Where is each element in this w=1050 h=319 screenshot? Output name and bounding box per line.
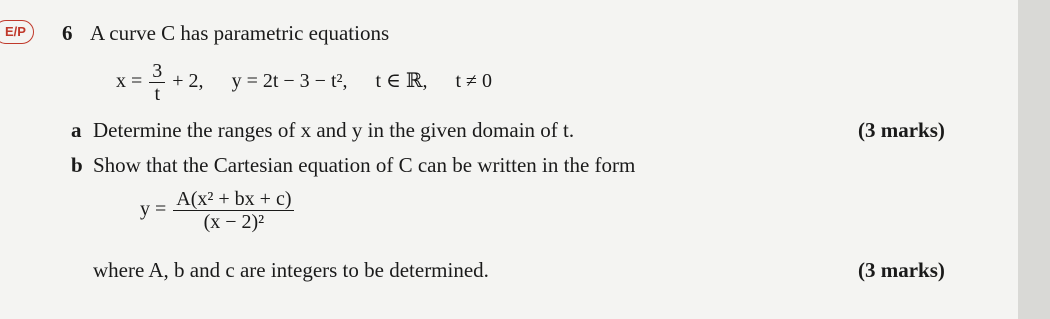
part-b-where: where A, b and c are integers to be determined. bbox=[93, 258, 489, 282]
domain-real: t ∈ ℝ, bbox=[375, 70, 428, 93]
x-lhs: x = bbox=[116, 70, 143, 93]
ep-badge: E/P bbox=[0, 20, 34, 44]
cartesian-denominator: (x − 2)² bbox=[203, 211, 265, 233]
x-fraction-denominator: t bbox=[154, 83, 161, 105]
part-a-marks: (3 marks) bbox=[858, 118, 945, 142]
domain-nonzero: t ≠ 0 bbox=[455, 70, 493, 93]
cartesian-equation bbox=[140, 188, 296, 233]
parametric-equations bbox=[116, 60, 492, 105]
cartesian-fraction bbox=[173, 188, 294, 233]
cartesian-numerator: A(x² + bx + c) bbox=[173, 188, 294, 211]
question-number: 6 bbox=[62, 21, 73, 45]
cartesian-lhs: y = bbox=[140, 198, 167, 221]
part-a-text: Determine the ranges of x and y in the given domain of t. bbox=[93, 118, 575, 142]
part-b-text: Show that the Cartesian equation of C can be written in the form bbox=[93, 153, 636, 177]
part-b-label: b bbox=[71, 153, 83, 177]
part-a-label: a bbox=[71, 118, 82, 142]
page-edge-strip bbox=[1018, 0, 1050, 319]
x-fraction bbox=[149, 60, 165, 105]
y-equation: y = 2t − 3 − t², bbox=[231, 70, 348, 93]
x-fraction-numerator: 3 bbox=[149, 60, 165, 83]
part-b-marks: (3 marks) bbox=[858, 258, 945, 282]
question-intro: A curve C has parametric equations bbox=[90, 21, 390, 45]
x-rest: + 2, bbox=[172, 70, 204, 93]
